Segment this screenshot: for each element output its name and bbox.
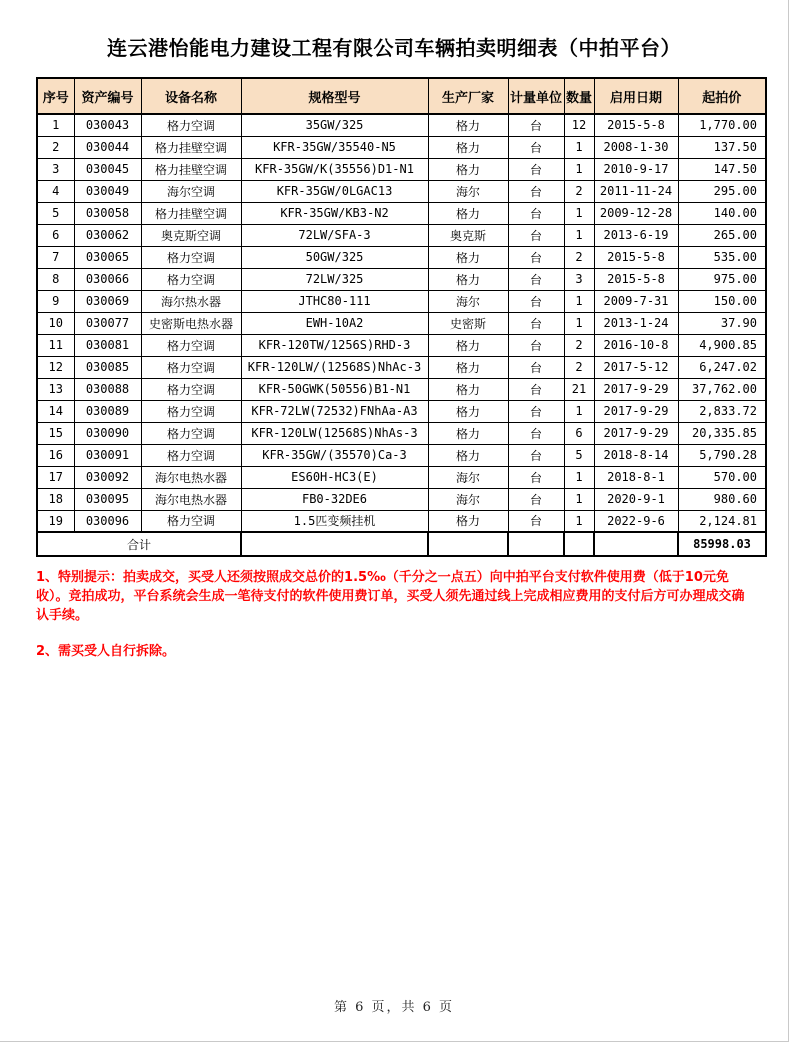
table-row [37,136,766,158]
cell-manufacturer: 格力 [428,334,508,356]
cell-start-date: 2009-12-28 [594,202,678,224]
cell-index: 5 [37,202,74,224]
cell-start-price: 5,790.28 [678,444,766,466]
cell-start-date: 2017-5-12 [594,356,678,378]
cell-device-name: 格力挂壁空调 [141,202,241,224]
cell-start-price: 980.60 [678,488,766,510]
cell-spec-model: KFR-35GW/0LGAC13 [241,180,428,202]
cell-manufacturer: 海尔 [428,290,508,312]
cell-device-name: 海尔电热水器 [141,488,241,510]
total-empty-spec [241,532,428,556]
cell-unit: 台 [508,378,564,400]
cell-asset-code: 030049 [74,180,141,202]
cell-device-name: 史密斯电热水器 [141,312,241,334]
cell-unit: 台 [508,180,564,202]
cell-start-date: 2015-5-8 [594,268,678,290]
table-row [37,334,766,356]
cell-spec-model: KFR-120LW/(12568S)NhAc-3 [241,356,428,378]
cell-start-price: 4,900.85 [678,334,766,356]
table-row [37,114,766,136]
cell-start-date: 2010-9-17 [594,158,678,180]
cell-manufacturer: 海尔 [428,180,508,202]
cell-quantity: 12 [564,114,594,136]
table-row [37,312,766,334]
cell-index: 2 [37,136,74,158]
table-body [37,114,766,532]
cell-index: 15 [37,422,74,444]
cell-device-name: 格力空调 [141,510,241,532]
cell-start-date: 2016-10-8 [594,334,678,356]
cell-start-price: 570.00 [678,466,766,488]
table-row [37,290,766,312]
cell-asset-code: 030044 [74,136,141,158]
cell-start-date: 2013-6-19 [594,224,678,246]
cell-unit: 台 [508,312,564,334]
table-row [37,400,766,422]
cell-asset-code: 030081 [74,334,141,356]
cell-index: 3 [37,158,74,180]
cell-start-date: 2009-7-31 [594,290,678,312]
cell-start-price: 1,770.00 [678,114,766,136]
cell-spec-model: FB0-32DE6 [241,488,428,510]
auction-table [36,77,767,557]
table-row [37,378,766,400]
cell-quantity: 1 [564,466,594,488]
table-row [37,180,766,202]
total-row [37,532,766,556]
cell-index: 13 [37,378,74,400]
table-row [37,246,766,268]
cell-index: 14 [37,400,74,422]
cell-unit: 台 [508,246,564,268]
cell-unit: 台 [508,114,564,136]
table-row [37,356,766,378]
cell-spec-model: 1.5匹变频挂机 [241,510,428,532]
cell-unit: 台 [508,488,564,510]
cell-device-name: 格力空调 [141,444,241,466]
cell-index: 6 [37,224,74,246]
col-header-spec-model: 规格型号 [241,78,428,114]
cell-start-price: 295.00 [678,180,766,202]
cell-start-price: 535.00 [678,246,766,268]
cell-quantity: 1 [564,290,594,312]
cell-manufacturer: 格力 [428,378,508,400]
cell-start-date: 2018-8-14 [594,444,678,466]
cell-unit: 台 [508,400,564,422]
cell-manufacturer: 格力 [428,158,508,180]
table-row [37,202,766,224]
cell-asset-code: 030065 [74,246,141,268]
cell-asset-code: 030058 [74,202,141,224]
cell-start-date: 2017-9-29 [594,378,678,400]
cell-quantity: 2 [564,334,594,356]
cell-quantity: 2 [564,246,594,268]
cell-start-price: 147.50 [678,158,766,180]
col-header-manufacturer: 生产厂家 [428,78,508,114]
cell-unit: 台 [508,510,564,532]
cell-device-name: 格力空调 [141,400,241,422]
cell-index: 1 [37,114,74,136]
cell-device-name: 格力空调 [141,268,241,290]
cell-spec-model: KFR-120LW(12568S)NhAs-3 [241,422,428,444]
cell-index: 19 [37,510,74,532]
cell-device-name: 格力空调 [141,356,241,378]
cell-spec-model: KFR-35GW/KB3-N2 [241,202,428,224]
cell-device-name: 海尔热水器 [141,290,241,312]
col-header-unit: 计量单位 [508,78,564,114]
cell-index: 9 [37,290,74,312]
cell-start-price: 265.00 [678,224,766,246]
cell-asset-code: 030088 [74,378,141,400]
table-row [37,268,766,290]
cell-start-date: 2011-11-24 [594,180,678,202]
cell-asset-code: 030092 [74,466,141,488]
cell-spec-model: 72LW/SFA-3 [241,224,428,246]
cell-unit: 台 [508,202,564,224]
table-row [37,224,766,246]
cell-manufacturer: 格力 [428,246,508,268]
cell-unit: 台 [508,356,564,378]
cell-manufacturer: 格力 [428,202,508,224]
cell-asset-code: 030089 [74,400,141,422]
col-header-device-name: 设备名称 [141,78,241,114]
cell-index: 17 [37,466,74,488]
cell-manufacturer: 格力 [428,400,508,422]
cell-index: 11 [37,334,74,356]
cell-index: 12 [37,356,74,378]
cell-quantity: 1 [564,312,594,334]
cell-device-name: 格力空调 [141,114,241,136]
cell-spec-model: 72LW/325 [241,268,428,290]
cell-start-price: 137.50 [678,136,766,158]
cell-index: 8 [37,268,74,290]
cell-start-price: 2,124.81 [678,510,766,532]
cell-asset-code: 030043 [74,114,141,136]
cell-start-date: 2018-8-1 [594,466,678,488]
table-row [37,158,766,180]
cell-spec-model: 50GW/325 [241,246,428,268]
cell-manufacturer: 海尔 [428,466,508,488]
cell-manufacturer: 格力 [428,444,508,466]
cell-unit: 台 [508,268,564,290]
cell-quantity: 3 [564,268,594,290]
cell-spec-model: ES60H-HC3(E) [241,466,428,488]
cell-index: 18 [37,488,74,510]
cell-manufacturer: 格力 [428,356,508,378]
table-footer [37,532,766,556]
cell-unit: 台 [508,444,564,466]
cell-spec-model: EWH-10A2 [241,312,428,334]
total-value: 85998.03 [678,532,766,556]
table-row [37,510,766,532]
col-header-quantity: 数量 [564,78,594,114]
table-header [37,78,766,114]
cell-spec-model: KFR-50GWK(50556)B1-N1 [241,378,428,400]
table-row [37,444,766,466]
cell-asset-code: 030091 [74,444,141,466]
cell-start-date: 2013-1-24 [594,312,678,334]
note-special-tip: 1、特别提示：拍卖成交，买受人还须按照成交总价的1.5‰（千分之一点五）向中拍平台支付软件使用费（低于10元免收）。竞拍成功，平台系统会生成一笔待支付的软件使用费订单，买受人须先通过线上完成相应费用的支付后方可办理成交确认手续。 [36,570,745,623]
cell-manufacturer: 史密斯 [428,312,508,334]
table-row [37,422,766,444]
cell-index: 4 [37,180,74,202]
cell-manufacturer: 海尔 [428,488,508,510]
cell-unit: 台 [508,422,564,444]
cell-quantity: 1 [564,202,594,224]
cell-index: 10 [37,312,74,334]
cell-device-name: 格力挂壁空调 [141,136,241,158]
cell-asset-code: 030062 [74,224,141,246]
table-row [37,466,766,488]
cell-index: 7 [37,246,74,268]
cell-start-price: 2,833.72 [678,400,766,422]
page-number: 第 6 页，共 6 页 [333,1000,455,1015]
cell-unit: 台 [508,136,564,158]
cell-quantity: 5 [564,444,594,466]
cell-unit: 台 [508,224,564,246]
cell-start-price: 20,335.85 [678,422,766,444]
cell-spec-model: KFR-72LW(72532)FNhAa-A3 [241,400,428,422]
total-label: 合计 [37,532,241,556]
cell-spec-model: KFR-35GW/35540-N5 [241,136,428,158]
cell-start-date: 2022-9-6 [594,510,678,532]
cell-spec-model: 35GW/325 [241,114,428,136]
cell-spec-model: KFR-35GW/K(35556)D1-N1 [241,158,428,180]
cell-start-price: 140.00 [678,202,766,224]
cell-quantity: 2 [564,180,594,202]
cell-quantity: 1 [564,224,594,246]
col-header-index: 序号 [37,78,74,114]
cell-device-name: 格力挂壁空调 [141,158,241,180]
cell-manufacturer: 奥克斯 [428,224,508,246]
cell-asset-code: 030090 [74,422,141,444]
notes-section [36,568,754,661]
total-empty-date [594,532,678,556]
cell-spec-model: JTHC80-111 [241,290,428,312]
cell-quantity: 1 [564,158,594,180]
total-empty-quantity [564,532,594,556]
cell-start-price: 37,762.00 [678,378,766,400]
cell-start-price: 975.00 [678,268,766,290]
cell-quantity: 1 [564,136,594,158]
cell-manufacturer: 格力 [428,114,508,136]
table-row [37,488,766,510]
cell-start-date: 2015-5-8 [594,114,678,136]
cell-index: 16 [37,444,74,466]
cell-quantity: 21 [564,378,594,400]
cell-start-date: 2017-9-29 [594,422,678,444]
cell-manufacturer: 格力 [428,136,508,158]
cell-start-date: 2008-1-30 [594,136,678,158]
cell-quantity: 1 [564,510,594,532]
cell-manufacturer: 格力 [428,422,508,444]
page-title: 连云港怡能电力建设工程有限公司车辆拍卖明细表（中拍平台） [107,36,681,60]
cell-unit: 台 [508,334,564,356]
col-header-asset-code: 资产编号 [74,78,141,114]
col-header-start-date: 启用日期 [594,78,678,114]
cell-device-name: 海尔空调 [141,180,241,202]
cell-manufacturer: 格力 [428,510,508,532]
header-row [37,78,766,114]
cell-manufacturer: 格力 [428,268,508,290]
cell-spec-model: KFR-35GW/(35570)Ca-3 [241,444,428,466]
cell-asset-code: 030096 [74,510,141,532]
cell-asset-code: 030069 [74,290,141,312]
cell-unit: 台 [508,158,564,180]
total-empty-unit [508,532,564,556]
cell-start-date: 2015-5-8 [594,246,678,268]
cell-start-price: 6,247.02 [678,356,766,378]
cell-quantity: 1 [564,400,594,422]
cell-unit: 台 [508,466,564,488]
cell-spec-model: KFR-120TW/1256S)RHD-3 [241,334,428,356]
cell-asset-code: 030045 [74,158,141,180]
cell-start-date: 2020-9-1 [594,488,678,510]
cell-quantity: 6 [564,422,594,444]
col-header-start-price: 起拍价 [678,78,766,114]
cell-asset-code: 030085 [74,356,141,378]
cell-asset-code: 030095 [74,488,141,510]
total-empty-manufacturer [428,532,508,556]
cell-asset-code: 030066 [74,268,141,290]
cell-device-name: 格力空调 [141,422,241,444]
cell-start-price: 37.90 [678,312,766,334]
cell-start-date: 2017-9-29 [594,400,678,422]
cell-quantity: 1 [564,488,594,510]
cell-device-name: 海尔电热水器 [141,466,241,488]
cell-asset-code: 030077 [74,312,141,334]
cell-unit: 台 [508,290,564,312]
cell-quantity: 2 [564,356,594,378]
cell-device-name: 格力空调 [141,378,241,400]
cell-start-price: 150.00 [678,290,766,312]
cell-device-name: 奥克斯空调 [141,224,241,246]
cell-device-name: 格力空调 [141,334,241,356]
cell-device-name: 格力空调 [141,246,241,268]
note-self-dismantle: 2、需买受人自行拆除。 [36,644,176,659]
